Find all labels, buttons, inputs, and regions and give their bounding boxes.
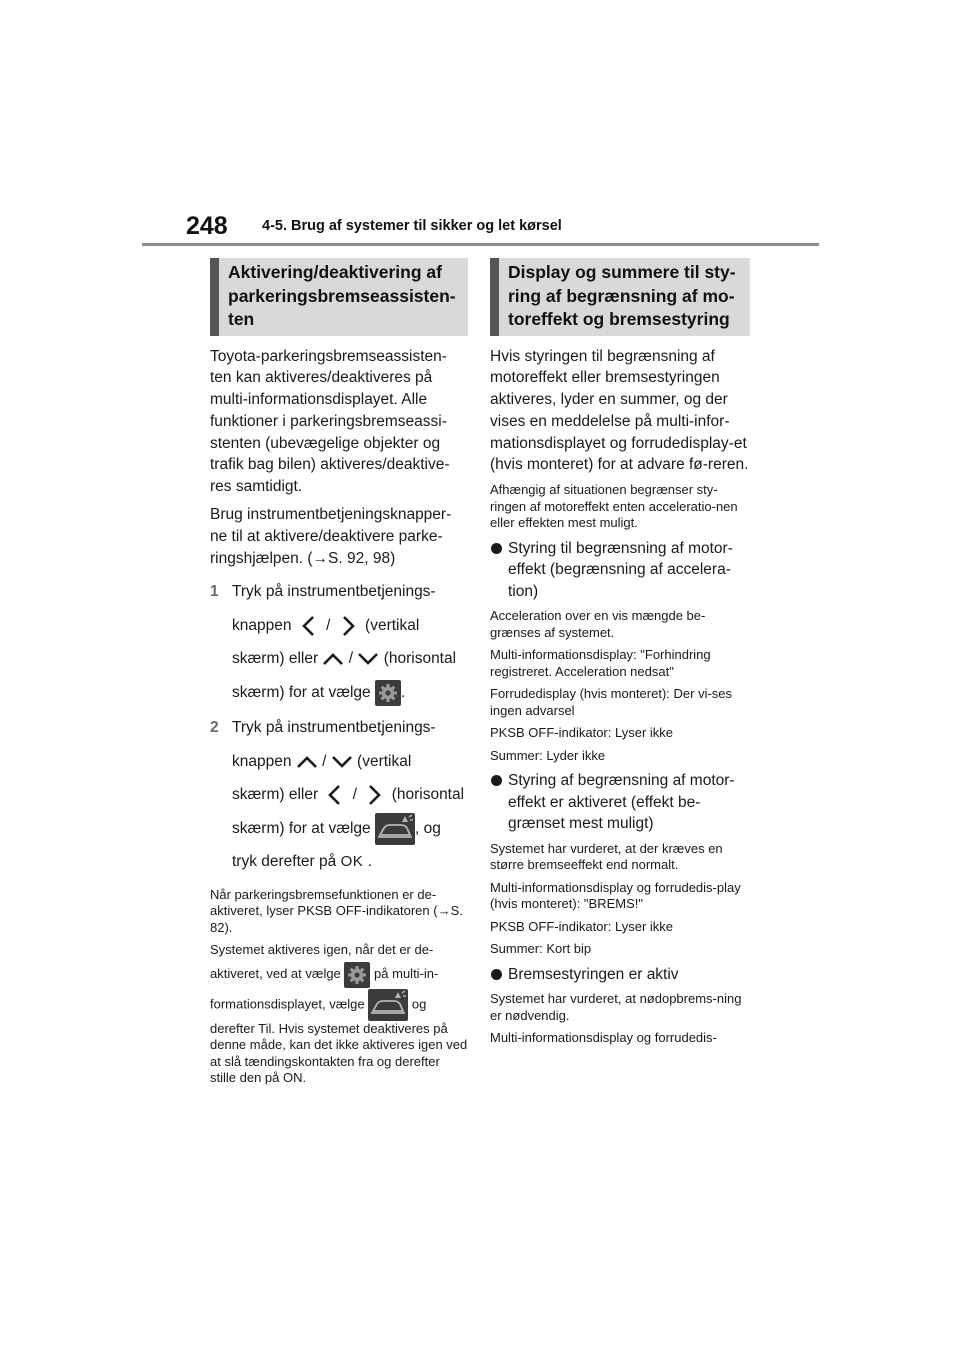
- section-heading-display-buzzer: [490, 258, 750, 336]
- chevron-up-icon: [322, 651, 344, 667]
- gear-icon: [344, 962, 370, 988]
- slash-text: /: [352, 786, 358, 804]
- chevron-down-icon: [331, 754, 353, 770]
- heading-line: parkeringsbremseassisten-: [228, 285, 456, 306]
- step-line: [232, 778, 468, 812]
- note-reactivate: [210, 942, 468, 1087]
- note-situation: Afhængig af situationen begrænser sty-ringen af motoreffekt enten acceleratio-nen eller effekten mest muligt.: [490, 482, 738, 531]
- detail-note: Summer: Kort bip: [490, 941, 592, 957]
- slash-text: /: [348, 650, 354, 668]
- chevron-right-icon: [335, 615, 361, 637]
- step-line: [232, 812, 468, 846]
- step-number: 1: [210, 583, 219, 601]
- detail-note: Systemet har vurderet, at nødopbrems-ning er nødvendig.: [490, 991, 742, 1023]
- bullet-power-limit-active: [490, 770, 750, 835]
- note-text: aktiveret, ved at vælge: [210, 965, 341, 981]
- heading-line: ring af begrænsning af mo-: [508, 285, 735, 306]
- step-text: skærm) eller: [232, 786, 319, 804]
- heading-line: toreffekt og bremsestyring: [508, 309, 730, 329]
- detail-note: Multi-informationsdisplay: "Forhindring registreret. Acceleration nedsat": [490, 647, 711, 679]
- note-text: og: [411, 996, 427, 1012]
- chevron-left-icon: [322, 784, 348, 806]
- chevron-up-icon: [296, 754, 318, 770]
- detail-note: Acceleration over en vis mængde be-grænses af systemet.: [490, 608, 706, 640]
- step-text: (horisontal: [383, 650, 457, 668]
- bullet-text: Styring til begrænsning af motor-effekt (begrænsning af accelera-tion): [508, 539, 733, 600]
- bullet-dot: [491, 543, 502, 554]
- chevron-down-icon: [357, 651, 379, 667]
- note-text: på multi-in-: [374, 965, 439, 981]
- step-2: [210, 711, 468, 879]
- step-line: [232, 745, 468, 779]
- bullet-text: Styring af begrænsning af motor-effekt er aktiveret (effekt be-grænset mest muligt): [508, 772, 735, 833]
- step-text: (horisontal: [391, 786, 465, 804]
- left-column: [210, 258, 468, 1093]
- detail-note: Summer: Lyder ikke: [490, 747, 606, 763]
- heading-line: Display og summere til sty-: [508, 262, 736, 282]
- slash-text: /: [322, 752, 327, 770]
- step-line: [232, 845, 468, 879]
- header-rule: [142, 243, 819, 246]
- note-line: [210, 989, 468, 1021]
- instruction-paragraph: Brug instrumentbetjeningsknapper-ne til at aktivere/deaktivere parke-ringshjælpen. (→S. 92, 98): [210, 506, 452, 567]
- chapter-title: 4-5. Brug af systemer til sikker og let kørsel: [262, 218, 562, 234]
- note-line: derefter Til. Hvis systemet deaktiveres på denne måde, kan det ikke aktiveres igen ved at slå tændingskontakten fra og derefter stille den på ON.: [210, 1020, 468, 1086]
- gear-icon: [375, 680, 401, 706]
- step-text: .: [400, 683, 406, 701]
- detail-note: PKSB OFF-indikator: Lyser ikke: [490, 725, 674, 741]
- bullet-text: Bremsestyringen er aktiv: [508, 965, 679, 983]
- note-line: Systemet aktiveres igen, når det er de-: [210, 942, 434, 958]
- bullet-dot: [491, 775, 502, 786]
- step-text: knappen: [232, 616, 292, 634]
- note-pksb-off: Når parkeringsbremsefunktionen er de-aktiveret, lyser PKSB OFF-indikatoren (→S. 82).: [210, 886, 463, 935]
- detail-note: Multi-informationsdisplay og forrudedis-play (hvis monteret): "BREMS!": [490, 879, 741, 912]
- detail-note: Systemet har vurderet, at der kræves en større bremseeffekt end normalt.: [490, 840, 723, 873]
- step-text: knappen: [232, 752, 292, 770]
- step-line: [232, 609, 468, 643]
- detail-note: Multi-informationsdisplay og forrudedis-: [490, 1030, 717, 1046]
- note-text: formationsdisplayet, vælge: [210, 996, 365, 1012]
- detail-note: Forrudedisplay (hvis monteret): Der vi-ses ingen advarsel: [490, 686, 733, 718]
- step-text: (vertikal: [357, 752, 412, 770]
- note-line: [210, 959, 468, 989]
- section-heading-pksb-toggle: [210, 258, 468, 336]
- step-text: (vertikal: [365, 616, 420, 634]
- heading-line: Aktivering/deaktivering af: [228, 262, 442, 282]
- intro-paragraph: Hvis styringen til begrænsning af motoreffekt eller bremsestyringen aktiveres, lyder en summer, og der vises en meddelelse på multi-infor-mationsdisplayet og forrudedisplay-et (hvis monteret) for at advare fø-reren.: [490, 347, 749, 474]
- chevron-right-icon: [361, 784, 387, 806]
- step-text: .: [367, 853, 372, 871]
- bullet-brake-control-active: [490, 964, 750, 986]
- slash-text: /: [326, 616, 331, 634]
- step-1: [210, 575, 468, 709]
- detail-note: PKSB OFF-indikator: Lyser ikke: [490, 918, 674, 934]
- step-number: 2: [210, 719, 219, 737]
- step-text: skærm) for at vælge: [232, 683, 371, 701]
- ok-button-label: OK: [340, 853, 364, 871]
- bullet-acceleration-limit: [490, 538, 750, 603]
- step-text: tryk derefter på: [232, 853, 337, 871]
- step-line: Tryk på instrumentbetjenings-: [232, 583, 436, 601]
- right-column: [490, 258, 750, 1053]
- intro-paragraph: Toyota-parkeringsbremseassisten-ten kan aktiveres/deaktiveres på multi-informationsdisplayet. Alle funktioner i parkeringsbremseassi-stenten (ubevægelige objekter og trafik bag bilen) aktiveres/deaktive-res samtidigt.: [210, 347, 450, 496]
- car-warning-icon: [368, 989, 408, 1021]
- car-warning-icon: [375, 813, 415, 845]
- step-text: , og: [414, 819, 441, 837]
- chevron-left-icon: [296, 615, 322, 637]
- step-line: [232, 676, 468, 710]
- step-text: skærm) for at vælge: [232, 819, 371, 837]
- heading-line: ten: [228, 309, 255, 329]
- bullet-dot: [491, 969, 502, 980]
- page-number: 248: [186, 212, 228, 240]
- step-line: Tryk på instrumentbetjenings-: [232, 719, 436, 737]
- step-text: skærm) eller: [232, 650, 319, 668]
- step-line: [232, 642, 468, 676]
